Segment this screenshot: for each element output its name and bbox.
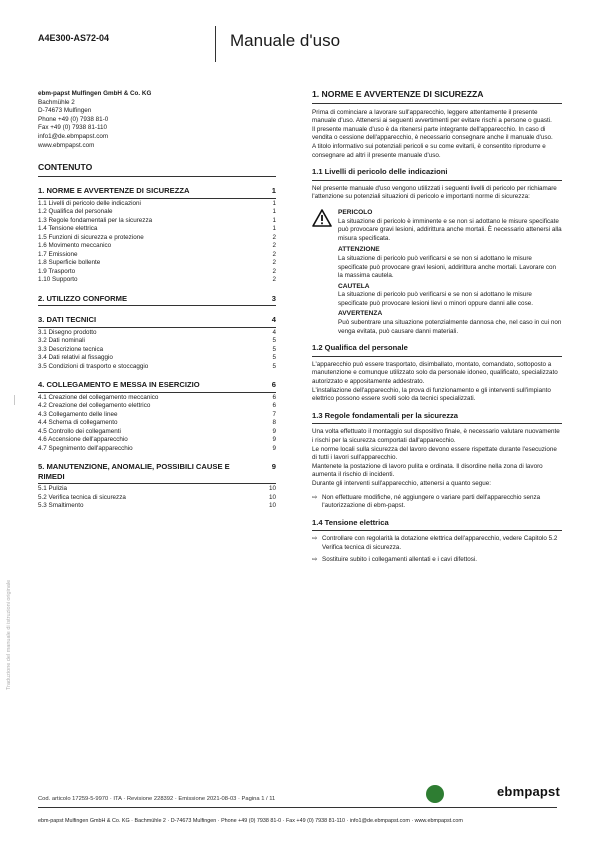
paragraph <box>312 428 562 488</box>
address-web[interactable]: www.ebmpapst.com <box>38 141 95 149</box>
hazard-level-notice <box>338 310 562 336</box>
section-heading: 1. NORME E AVVERTENZE DI SICUREZZA <box>312 90 562 104</box>
toc-entry-page: 2 <box>272 267 276 275</box>
toc-chapter-title: 1. NORME E AVVERTENZE DI SICUREZZA <box>38 186 190 196</box>
subsection-heading: 1.1 Livelli di pericolo delle indicazioni <box>312 168 562 181</box>
toc-chapter-page: 6 <box>271 380 276 390</box>
address-street: Bachmühle 2 <box>38 98 75 106</box>
toc-entry-label: 3.2 Dati nominali <box>38 337 85 345</box>
toc-section <box>38 380 276 453</box>
toc-entry-page: 9 <box>272 436 276 444</box>
toc-entry[interactable] <box>38 485 276 494</box>
bullet-item <box>312 535 562 552</box>
toc-section <box>38 186 276 285</box>
toc-entry-page: 2 <box>272 259 276 267</box>
toc-chapter-page: 3 <box>271 293 276 303</box>
toc-entry-page: 1 <box>272 199 276 207</box>
toc-chapter-page: 9 <box>271 462 276 472</box>
toc-entry-page: 10 <box>268 493 276 501</box>
subsection-heading: 1.3 Regole fondamentali per la sicurezza <box>312 412 562 425</box>
toc-entry[interactable] <box>38 268 276 277</box>
toc-chapter-title: 5. MANUTENZIONE, ANOMALIE, POSSIBILI CAUSE E RIMEDI <box>38 462 230 481</box>
bullet-text: Controllare con regolarità la dotazione elettrica dell'apparecchio, vedere Capitolo 5.2 Verifica tecnica di sicurezza. <box>322 535 558 551</box>
sentence: Le norme locali sulla sicurezza del lavoro devono essere rispettate durante l'esecuzione di tutti i lavori sull'apparecchio. <box>312 445 557 462</box>
margin-mark <box>14 395 15 405</box>
toc-entry-label: 3.3 Descrizione tecnica <box>38 345 104 353</box>
toc-entry-label: 5.2 Verifica tecnica di sicurezza <box>38 493 126 501</box>
toc-chapter[interactable] <box>38 294 276 307</box>
bullet-text: Sostituire subito i collegamenti allentati e i cavi difettosi. <box>322 555 478 563</box>
toc-entry[interactable] <box>38 402 276 411</box>
toc-entry-label: 1.9 Trasporto <box>38 267 76 275</box>
hazard-level-text: La situazione di pericolo può verificarsi e se non si adottano le misure specificate può provocare lesioni lievi o minori oppure danni alle cose. <box>338 291 533 307</box>
toc-entry[interactable] <box>38 251 276 260</box>
toc-entry-label: 1.5 Funzioni di sicurezza e protezione <box>38 233 144 241</box>
header-divider <box>215 26 216 62</box>
toc-entry-label: 1.10 Supporto <box>38 276 78 284</box>
bullet-text: Non effettuare modifiche, né aggiungere o variare parti dell'apparecchio senza l'autorizzazione di ebm-papst. <box>322 493 541 510</box>
toc-entry-page: 1 <box>272 216 276 224</box>
toc-section <box>38 294 276 307</box>
hazard-level-name: CAUTELA <box>338 282 370 290</box>
toc-entry-label: 1.7 Emissione <box>38 250 78 258</box>
toc-entry[interactable] <box>38 346 276 355</box>
toc-chapter-page: 1 <box>271 186 276 196</box>
company-address <box>38 90 276 150</box>
toc-chapter[interactable] <box>38 462 276 484</box>
toc-entry-label: 1.4 Tensione elettrica <box>38 225 98 233</box>
address-city: D-74673 Mulfingen <box>38 107 92 115</box>
intro-sentence: A titolo informativo sui potenziali pericoli e su come evitarli, è consentito riprodurre e consegnare ad altri il presente manuale d'uso. <box>312 142 546 159</box>
toc-entry-label: 3.5 Condizioni di trasporto e stoccaggio <box>38 362 149 370</box>
toc-entry-label: 4.6 Accensione dell'apparecchio <box>38 436 128 444</box>
toc-entry-label: 5.1 Pulizia <box>38 485 68 493</box>
toc-entry[interactable] <box>38 259 276 268</box>
toc-chapter-title: 4. COLLEGAMENTO E MESSA IN ESERCIZIO <box>38 380 200 390</box>
footer-divider <box>38 807 557 808</box>
arrow-bullet-icon: ⇨ <box>312 493 318 501</box>
toc-entry-label: 4.7 Spegnimento dell'apparecchio <box>38 444 133 452</box>
toc-entry-page: 1 <box>272 208 276 216</box>
toc-entry-page: 4 <box>272 328 276 336</box>
hazard-level-text: La situazione di pericolo è imminente e se non si adottano le misure specificate può provocare gravi lesioni, addirittura anche mortali. È necessario attenersi alla misura specificata. <box>338 217 562 242</box>
brand-logo: ebmpapst <box>497 784 561 799</box>
intro-paragraph <box>312 109 562 161</box>
toc-entry[interactable] <box>38 329 276 338</box>
warning-triangle-icon <box>312 207 338 243</box>
left-column <box>38 90 276 511</box>
toc-entry-label: 1.2 Qualifica del personale <box>38 208 113 216</box>
toc-entry-page: 2 <box>272 233 276 241</box>
arrow-bullet-icon: ⇨ <box>312 555 318 563</box>
toc-chapter-title: 2. UTILIZZO CONFORME <box>38 293 128 303</box>
toc-entry-label: 1.6 Movimento meccanico <box>38 242 112 250</box>
toc-section <box>38 462 276 511</box>
certification-badge-icon <box>426 785 444 803</box>
toc-entry-page: 5 <box>272 354 276 362</box>
toc-entry[interactable] <box>38 494 276 503</box>
toc-entry-label: 1.1 Livelli di pericolo delle indicazioni <box>38 199 141 207</box>
document-title: Manuale d'uso <box>230 31 341 50</box>
toc-entry[interactable] <box>38 217 276 226</box>
contents-title: CONTENUTO <box>38 162 276 177</box>
bullet-item <box>312 556 562 565</box>
toc-entry[interactable] <box>38 419 276 428</box>
toc-entry[interactable] <box>38 234 276 243</box>
hazard-level-name: PERICOLO <box>338 208 373 216</box>
hazard-level-name: AVVERTENZA <box>338 310 383 318</box>
bullet-item <box>312 494 562 511</box>
toc-entry-page: 9 <box>272 444 276 452</box>
toc-entry-page: 10 <box>268 502 276 510</box>
toc-entry-label: 5.3 Smaltimento <box>38 502 84 510</box>
toc-entry-page: 8 <box>272 419 276 427</box>
subsection-heading: 1.4 Tensione elettrica <box>312 519 562 532</box>
hazard-level-text: La situazione di pericolo può verificarsi e se non si adottano le misure specificate può provocare gravi lesioni, addirittura anche mortali. Lavorare con la massima cautela. <box>338 254 557 280</box>
arrow-bullet-icon: ⇨ <box>312 535 318 543</box>
sentence: Una volta effettuato il montaggio sul dispositivo finale, è necessario valutare nuovamente i rischi per la sicurezza comportati dall'apparecchio. <box>312 428 560 444</box>
toc-entry-label: 4.1 Creazione del collegamento meccanico <box>38 393 159 401</box>
toc-entry-page: 5 <box>272 337 276 345</box>
subsection-heading: 1.2 Qualifica del personale <box>312 344 562 357</box>
toc-entry-page: 2 <box>272 276 276 284</box>
document-meta: Cod. articolo 17259-5-9970 · ITA · Revisione 228392 · Emissione 2021-08-03 · Pagina 1 / 11 <box>38 796 276 802</box>
footer-address: ebm-papst Mulfingen GmbH & Co. KG · Bachmühle 2 · D-74673 Mulfingen · Phone +49 (0) 7938 81-0 · Fax +49 (0) 7938 81-110 · info1@de.ebmpapst.com · www.ebmpapst.com <box>38 818 463 824</box>
toc-entry-page: 1 <box>272 225 276 233</box>
toc-chapter[interactable] <box>38 380 276 393</box>
address-fax: Fax +49 (0) 7938 81-110 <box>38 124 108 132</box>
toc-entry[interactable] <box>38 436 276 445</box>
toc-entry-label: 4.5 Controllo dei collegamenti <box>38 427 121 435</box>
toc-entry[interactable] <box>38 337 276 346</box>
toc-entry-label: 1.3 Regole fondamentali per la sicurezza <box>38 216 153 224</box>
toc-entry[interactable] <box>38 411 276 420</box>
toc-entry[interactable] <box>38 208 276 217</box>
toc-entry-label: 1.8 Superficie bollente <box>38 259 101 267</box>
address-phone: Phone +49 (0) 7938 81-0 <box>38 115 109 123</box>
address-email[interactable]: info1@de.ebmpapst.com <box>38 132 109 140</box>
model-number: A4E300-AS72-04 <box>38 33 110 43</box>
hazard-level-name: ATTENZIONE <box>338 246 380 254</box>
toc-entry[interactable] <box>38 394 276 403</box>
toc-entry[interactable] <box>38 276 276 285</box>
toc-entry-page: 6 <box>272 402 276 410</box>
toc-entry[interactable] <box>38 363 276 372</box>
toc-entry-page: 7 <box>272 410 276 418</box>
paragraph: Nel presente manuale d'uso vengono utilizzati i seguenti livelli di pericolo per richiamare l'attenzione su potenziali situazioni di pericolo e importanti norme di sicurezza: <box>312 184 557 201</box>
toc-entry-page: 2 <box>272 250 276 258</box>
toc-entry-page: 5 <box>272 362 276 370</box>
hazard-level-text: Può subentrare una situazione potenzialmente dannosa che, nel caso in cui non venga evitata, può causare danni materiali. <box>338 319 562 335</box>
hazard-level-danger <box>312 207 562 243</box>
toc-entry-label: 3.1 Disegno prodotto <box>38 328 97 336</box>
toc-entry[interactable] <box>38 502 276 511</box>
sentence: L'apparecchio può essere trasportato, disimballato, montato, comandato, sottoposto a manutenzione e comunque utilizzato solo da personale idoneo, qualificato, specializzato autorizzato e appositamente addestrato. <box>312 360 558 386</box>
translation-note: Traduzione del manuale di istruzioni originale <box>6 579 12 690</box>
toc-entry-page: 10 <box>268 485 276 493</box>
toc-entry-label: 4.2 Creazione del collegamento elettrico <box>38 402 151 410</box>
toc-entry-page: 5 <box>272 345 276 353</box>
toc-chapter[interactable] <box>38 186 276 199</box>
toc-entry[interactable] <box>38 428 276 437</box>
toc-entry[interactable] <box>38 200 276 209</box>
toc-entry[interactable] <box>38 225 276 234</box>
paragraph <box>312 361 562 404</box>
company-name: ebm-papst Mulfingen GmbH & Co. KG <box>38 90 152 97</box>
toc-entry-label: 4.4 Schema di collegamento <box>38 419 118 427</box>
intro-sentence: Prima di cominciare a lavorare sull'apparecchio, leggere attentamente il presente manuale d'uso. Attenersi ai seguenti avvertimenti per evitare rischi a persone o guasti. <box>312 108 552 125</box>
toc-entry-label: 4.3 Collegamento delle linee <box>38 410 118 418</box>
page-header <box>0 0 595 60</box>
toc-entry[interactable] <box>38 242 276 251</box>
sentence: L'installazione dell'apparecchio, la prova di funzionamento e gli interventi sull'impianto elettrico possono essere svolti solo da tecnici specializzati. <box>312 386 551 403</box>
toc-section <box>38 315 276 371</box>
toc-entry-label: 3.4 Dati relativi al fissaggio <box>38 354 113 362</box>
toc-chapter-title: 3. DATI TECNICI <box>38 315 97 325</box>
right-column <box>312 90 562 567</box>
toc-entry-page: 9 <box>272 427 276 435</box>
hazard-level-caution <box>338 283 562 309</box>
toc-entry-page: 2 <box>272 242 276 250</box>
toc-chapter-page: 4 <box>271 315 276 325</box>
intro-sentence: Il presente manuale d'uso è da ritenersi parte integrante dell'apparecchio. In caso di vendita o cessione dell'apparecchio, è necessario consegnare anche il manuale d'uso. <box>312 125 553 142</box>
toc-entry[interactable] <box>38 354 276 363</box>
toc-entry-page: 6 <box>272 393 276 401</box>
toc-entry[interactable] <box>38 445 276 454</box>
sentence: Mantenete la postazione di lavoro pulita e ordinata. Il disordine nella zona di lavoro aumenta il rischio di incidenti. <box>312 462 543 479</box>
toc-chapter[interactable] <box>38 315 276 328</box>
sentence: Durante gli interventi sull'apparecchio, attenersi a quanto segue: <box>312 479 492 487</box>
hazard-level-warning <box>338 246 562 280</box>
